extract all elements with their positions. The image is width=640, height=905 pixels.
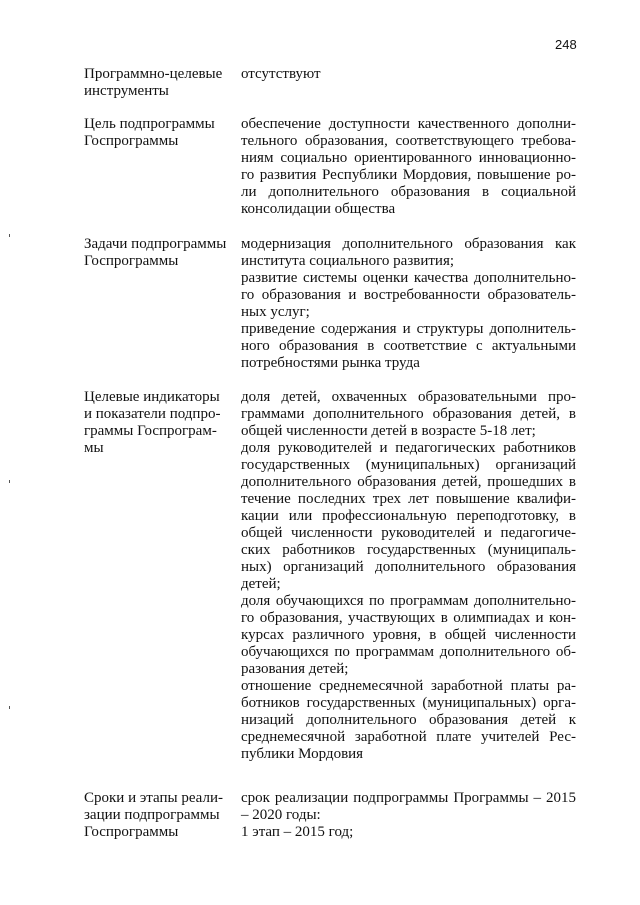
value-line: го образования, участвующих в олимпиадах и кон- — [241, 610, 576, 626]
label-line: Госпрограммы — [84, 253, 179, 269]
value-line: ли дополнительного образования в социальной — [241, 184, 576, 200]
margin-mark — [9, 706, 10, 709]
value-line: 1 этап – 2015 год; — [241, 824, 354, 840]
row-label — [84, 116, 234, 150]
label-line: мы — [84, 440, 104, 456]
value-line: общей численности детей в возрасте 5-18 лет; — [241, 423, 536, 439]
row-value — [241, 236, 576, 372]
label-line: граммы Госпрограм- — [84, 423, 217, 439]
label-line: Госпрограммы — [84, 824, 179, 840]
value-line: дополнительного образования детей, прошедших в — [241, 474, 576, 490]
value-line: ных услуг; — [241, 304, 310, 320]
value-line: ного образования в соответствие с актуальными — [241, 338, 576, 354]
value-line: обучающихся по программам дополнительного об- — [241, 644, 576, 660]
row-label — [84, 236, 234, 270]
value-line: срок реализации подпрограммы Программы – 2015 — [241, 790, 576, 806]
value-line: ботников государственных (муниципальных) орга- — [241, 695, 576, 711]
label-line: и показатели подпро- — [84, 406, 221, 422]
value-line: граммами дополнительного образования детей, в — [241, 406, 576, 422]
page-number: 248 — [555, 37, 577, 52]
value-line: детей; — [241, 576, 281, 592]
row-value — [241, 790, 576, 841]
margin-mark — [9, 480, 10, 483]
row-value — [241, 389, 576, 763]
label-line: инструменты — [84, 83, 169, 99]
label-line: Сроки и этапы реали- — [84, 790, 223, 806]
row-label — [84, 389, 234, 457]
value-line: тельного образования, соответствующего требова- — [241, 133, 576, 149]
value-line: развитие системы оценки качества дополнительно- — [241, 270, 576, 286]
row-value — [241, 116, 576, 218]
row-label — [84, 66, 234, 100]
value-line: го образования и востребованности образователь- — [241, 287, 576, 303]
label-line: Задачи подпрограммы — [84, 236, 227, 252]
value-line: разования детей; — [241, 661, 349, 677]
value-line: кации или профессиональную переподготовку, в — [241, 508, 576, 524]
value-line: ниям социально ориентированного инновационно- — [241, 150, 576, 166]
value-line: ских работников государственных (муниципаль- — [241, 542, 576, 558]
value-line: – 2020 годы: — [241, 807, 321, 823]
value-line: приведение содержания и структуры дополнитель- — [241, 321, 576, 337]
value-line: течение последних трех лет повышение квалифи- — [241, 491, 576, 507]
value-line: общей численности руководителей и педагогиче- — [241, 525, 576, 541]
value-line: консолидации общества — [241, 201, 396, 217]
row-label — [84, 790, 234, 841]
value-line: ных) организаций дополнительного образования — [241, 559, 576, 575]
value-line: модернизация дополнительного образования как — [241, 236, 576, 252]
value-line: института социального развития; — [241, 253, 455, 269]
value-line: среднемесячной заработной плате учителей Рес- — [241, 729, 576, 745]
row-value — [241, 66, 576, 83]
value-line: доля обучающихся по программам дополнительно- — [241, 593, 576, 609]
value-line: доля детей, охваченных образовательными про- — [241, 389, 576, 405]
value-line: отношение среднемесячной заработной платы ра- — [241, 678, 576, 694]
value-line: публики Мордовия — [241, 746, 364, 762]
label-line: Госпрограммы — [84, 133, 179, 149]
value-line: отсутствуют — [241, 66, 321, 82]
label-line: зации подпрограммы — [84, 807, 220, 823]
margin-mark — [9, 234, 10, 237]
value-line: доля руководителей и педагогических работников — [241, 440, 576, 456]
value-line: низаций дополнительного образования детей к — [241, 712, 576, 728]
label-line: Программно-целевые — [84, 66, 223, 82]
label-line: Целевые индикаторы — [84, 389, 220, 405]
value-line: государственных (муниципальных) организаций — [241, 457, 576, 473]
value-line: го развития Республики Мордовия, повышение ро- — [241, 167, 576, 183]
value-line: обеспечение доступности качественного дополни- — [241, 116, 576, 132]
value-line: курсах различного уровня, в общей численности — [241, 627, 576, 643]
value-line: потребностями рынка труда — [241, 355, 420, 371]
label-line: Цель подпрограммы — [84, 116, 215, 132]
